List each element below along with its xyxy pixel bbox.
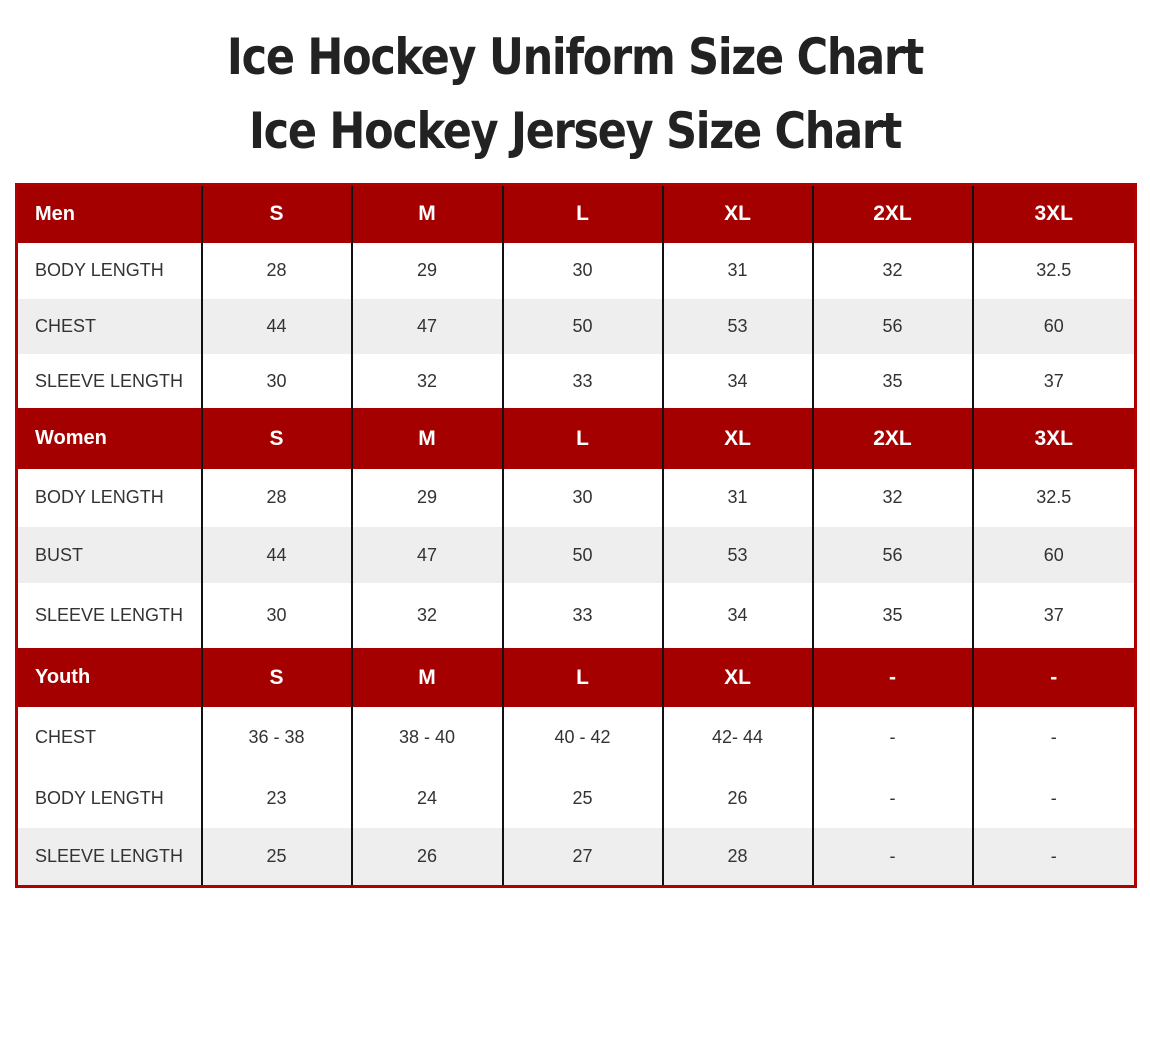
table-cell: 50 — [503, 527, 663, 583]
table-cell: 35 — [813, 354, 973, 408]
section-label-women: Women — [17, 408, 202, 468]
size-header: 3XL — [973, 408, 1136, 468]
table-cell: - — [973, 828, 1136, 886]
section-label-men: Men — [17, 185, 202, 243]
table-cell: 29 — [352, 243, 503, 299]
size-header: M — [352, 648, 503, 706]
size-header: M — [352, 408, 503, 468]
table-cell: 36 - 38 — [202, 707, 352, 768]
size-chart-table — [15, 183, 1137, 888]
size-header: L — [503, 408, 663, 468]
table-row — [17, 243, 1136, 299]
measurement-label: CHEST — [17, 707, 202, 768]
table-row — [17, 299, 1136, 354]
table-row — [17, 707, 1136, 768]
size-header: M — [352, 185, 503, 243]
size-header: L — [503, 185, 663, 243]
table-cell: 60 — [973, 527, 1136, 583]
table-cell: 56 — [813, 527, 973, 583]
size-header: 3XL — [973, 185, 1136, 243]
table-cell: 35 — [813, 583, 973, 648]
table-row — [17, 469, 1136, 527]
size-header: XL — [663, 408, 813, 468]
table-cell: 33 — [503, 583, 663, 648]
table-cell: 32 — [352, 583, 503, 648]
table-cell: 40 - 42 — [503, 707, 663, 768]
table-cell: 32.5 — [973, 243, 1136, 299]
section-label-youth: Youth — [17, 648, 202, 706]
measurement-label: SLEEVE LENGTH — [17, 354, 202, 408]
table-cell: 27 — [503, 828, 663, 886]
table-cell: 30 — [202, 354, 352, 408]
size-header: XL — [663, 648, 813, 706]
table-cell: 26 — [352, 828, 503, 886]
table-cell: 50 — [503, 299, 663, 354]
size-header: XL — [663, 185, 813, 243]
table-cell: 32 — [352, 354, 503, 408]
table-cell: 38 - 40 — [352, 707, 503, 768]
size-header: L — [503, 648, 663, 706]
women-header-row — [17, 408, 1136, 468]
table-cell: 28 — [202, 243, 352, 299]
table-cell: 37 — [973, 354, 1136, 408]
size-header: 2XL — [813, 408, 973, 468]
table-cell: 44 — [202, 299, 352, 354]
table-cell: 25 — [202, 828, 352, 886]
table-cell: - — [813, 828, 973, 886]
measurement-label: CHEST — [17, 299, 202, 354]
table-cell: 25 — [503, 768, 663, 828]
table-cell: 30 — [503, 243, 663, 299]
table-row — [17, 527, 1136, 583]
table-cell: 33 — [503, 354, 663, 408]
size-header: S — [202, 408, 352, 468]
measurement-label: BUST — [17, 527, 202, 583]
table-cell: - — [973, 768, 1136, 828]
table-cell: 53 — [663, 527, 813, 583]
chart-title: Ice Hockey Uniform Size Chart — [226, 28, 924, 86]
table-cell: 34 — [663, 583, 813, 648]
size-header: S — [202, 648, 352, 706]
table-cell: 26 — [663, 768, 813, 828]
measurement-label: SLEEVE LENGTH — [17, 583, 202, 648]
table-cell: 28 — [663, 828, 813, 886]
table-row — [17, 354, 1136, 408]
table-cell: 31 — [663, 469, 813, 527]
table-cell: 32 — [813, 243, 973, 299]
size-header: 2XL — [813, 185, 973, 243]
table-cell: 30 — [503, 469, 663, 527]
measurement-label: SLEEVE LENGTH — [17, 828, 202, 886]
table-cell: - — [813, 707, 973, 768]
table-cell: 53 — [663, 299, 813, 354]
measurement-label: BODY LENGTH — [17, 243, 202, 299]
size-header: S — [202, 185, 352, 243]
table-cell: 23 — [202, 768, 352, 828]
table-row — [17, 828, 1136, 886]
men-header-row — [17, 185, 1136, 243]
table-cell: - — [973, 707, 1136, 768]
table-cell: 47 — [352, 299, 503, 354]
table-cell: 24 — [352, 768, 503, 828]
table-row — [17, 583, 1136, 648]
table-cell: 56 — [813, 299, 973, 354]
measurement-label: BODY LENGTH — [17, 469, 202, 527]
chart-subtitle: Ice Hockey Jersey Size Chart — [248, 102, 902, 160]
table-cell: - — [813, 768, 973, 828]
table-cell: 32.5 — [973, 469, 1136, 527]
table-cell: 37 — [973, 583, 1136, 648]
table-cell: 28 — [202, 469, 352, 527]
youth-header-row — [17, 648, 1136, 706]
size-header: - — [973, 648, 1136, 706]
table-row — [17, 768, 1136, 828]
table-cell: 60 — [973, 299, 1136, 354]
measurement-label: BODY LENGTH — [17, 768, 202, 828]
table-cell: 44 — [202, 527, 352, 583]
table-cell: 29 — [352, 469, 503, 527]
table-cell: 30 — [202, 583, 352, 648]
table-cell: 31 — [663, 243, 813, 299]
table-cell: 34 — [663, 354, 813, 408]
table-cell: 32 — [813, 469, 973, 527]
table-cell: 47 — [352, 527, 503, 583]
table-cell: 42- 44 — [663, 707, 813, 768]
size-header: - — [813, 648, 973, 706]
